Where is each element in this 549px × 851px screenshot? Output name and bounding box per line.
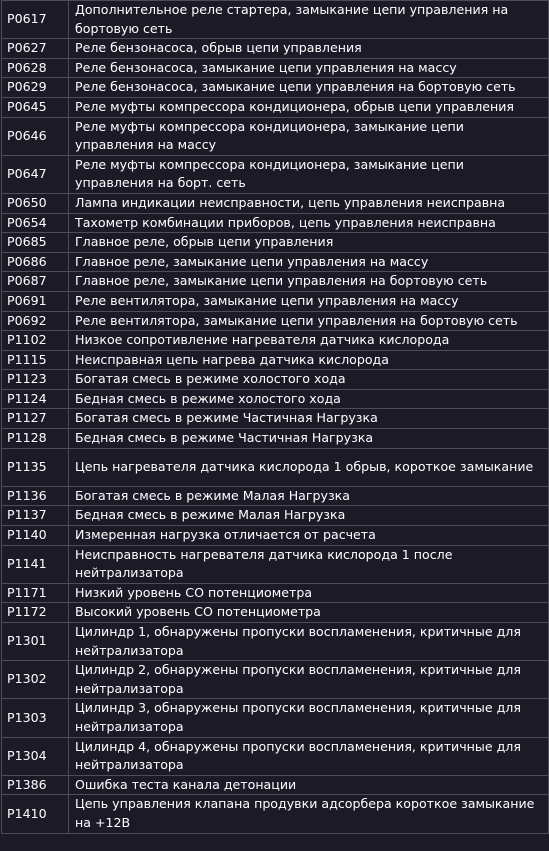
error-code-cell: P1128 <box>2 429 69 449</box>
error-code-cell: P0647 <box>2 155 69 193</box>
error-code-cell: P1303 <box>2 699 69 737</box>
error-code-cell: P1102 <box>2 331 69 351</box>
table-row <box>2 506 549 526</box>
error-code-cell: P0617 <box>2 1 69 39</box>
error-description-cell: Реле бензонасоса, замыкание цепи управления на бортовую сеть <box>69 78 549 98</box>
error-description-cell: Реле муфты компрессора кондиционера, замыкание цепи управления на борт. сеть <box>69 155 549 193</box>
error-code-cell: P1140 <box>2 526 69 546</box>
error-code-cell: P0687 <box>2 272 69 292</box>
error-code-cell: P1124 <box>2 389 69 409</box>
error-description-cell: Бедная смесь в режиме Малая Нагрузка <box>69 506 549 526</box>
table-row <box>2 272 549 292</box>
table-row <box>2 58 549 78</box>
table-row <box>2 775 549 795</box>
error-description-cell: Реле муфты компрессора кондиционера, замыкание цепи управления на массу <box>69 117 549 155</box>
error-code-cell: P1135 <box>2 448 69 486</box>
error-code-cell: P1141 <box>2 545 69 583</box>
error-description-cell: Неисправная цепь нагрева датчика кислорода <box>69 350 549 370</box>
table-row <box>2 117 549 155</box>
error-codes-table <box>1 0 549 834</box>
table-row <box>2 78 549 98</box>
table-row <box>2 429 549 449</box>
error-code-cell: P1171 <box>2 583 69 603</box>
table-row <box>2 389 549 409</box>
error-code-cell: P0692 <box>2 311 69 331</box>
table-row <box>2 97 549 117</box>
table-row <box>2 699 549 737</box>
error-description-cell: Цилиндр 4, обнаружены пропуски воспламенения, критичные для нейтрализатора <box>69 737 549 775</box>
table-row <box>2 331 549 351</box>
error-code-cell: P0691 <box>2 291 69 311</box>
error-code-cell: P0629 <box>2 78 69 98</box>
error-code-cell: P1386 <box>2 775 69 795</box>
error-description-cell: Низкий уровень СО потенциометра <box>69 583 549 603</box>
table-row <box>2 193 549 213</box>
error-description-cell: Неисправность нагревателя датчика кислорода 1 после нейтрализатора <box>69 545 549 583</box>
error-description-cell: Богатая смесь в режиме Малая Нагрузка <box>69 486 549 506</box>
error-description-cell: Богатая смесь в режиме Частичная Нагрузка <box>69 409 549 429</box>
error-code-cell: P0650 <box>2 193 69 213</box>
error-description-cell: Реле вентилятора, замыкание цепи управления на бортовую сеть <box>69 311 549 331</box>
error-description-cell: Бедная смесь в режиме Частичная Нагрузка <box>69 429 549 449</box>
error-description-cell: Низкое сопротивление нагревателя датчика кислорода <box>69 331 549 351</box>
table-row <box>2 603 549 623</box>
table-row <box>2 350 549 370</box>
error-code-cell: P1127 <box>2 409 69 429</box>
error-code-cell: P1302 <box>2 661 69 699</box>
table-row <box>2 409 549 429</box>
error-description-cell: Высокий уровень СО потенциометра <box>69 603 549 623</box>
error-description-cell: Дополнительное реле стартера, замыкание цепи управления на бортовую сеть <box>69 1 549 39</box>
error-description-cell: Реле муфты компрессора кондиционера, обрыв цепи управления <box>69 97 549 117</box>
error-code-cell: P1123 <box>2 370 69 390</box>
table-row <box>2 233 549 253</box>
table-row <box>2 486 549 506</box>
error-description-cell: Главное реле, обрыв цепи управления <box>69 233 549 253</box>
error-description-cell: Тахометр комбинации приборов, цепь управления неисправна <box>69 213 549 233</box>
error-description-cell: Реле бензонасоса, обрыв цепи управления <box>69 39 549 59</box>
error-code-cell: P1115 <box>2 350 69 370</box>
table-row <box>2 213 549 233</box>
table-row <box>2 311 549 331</box>
table-row <box>2 623 549 661</box>
error-code-cell: P0645 <box>2 97 69 117</box>
error-code-cell: P0686 <box>2 252 69 272</box>
error-description-cell: Богатая смесь в режиме холостого хода <box>69 370 549 390</box>
error-code-cell: P0654 <box>2 213 69 233</box>
error-description-cell: Лампа индикации неисправности, цепь управления неисправна <box>69 193 549 213</box>
table-row <box>2 1 549 39</box>
table-row <box>2 291 549 311</box>
table-row <box>2 252 549 272</box>
error-description-cell: Цепь управления клапана продувки адсорбера короткое замыкание на +12В <box>69 795 549 833</box>
table-row <box>2 39 549 59</box>
error-description-cell: Реле вентилятора, замыкание цепи управления на массу <box>69 291 549 311</box>
error-code-cell: P1137 <box>2 506 69 526</box>
error-description-cell: Цилиндр 1, обнаружены пропуски воспламенения, критичные для нейтрализатора <box>69 623 549 661</box>
error-description-cell: Бедная смесь в режиме холостого хода <box>69 389 549 409</box>
table-row <box>2 370 549 390</box>
table-row <box>2 737 549 775</box>
error-code-cell: P1304 <box>2 737 69 775</box>
error-description-cell: Реле бензонасоса, замыкание цепи управления на массу <box>69 58 549 78</box>
error-code-cell: P0627 <box>2 39 69 59</box>
error-code-cell: P0646 <box>2 117 69 155</box>
error-description-cell: Цилиндр 2, обнаружены пропуски воспламенения, критичные для нейтрализатора <box>69 661 549 699</box>
table-row <box>2 661 549 699</box>
error-code-cell: P0628 <box>2 58 69 78</box>
error-codes-table-body <box>2 1 549 834</box>
table-row <box>2 583 549 603</box>
error-description-cell: Цепь нагревателя датчика кислорода 1 обрыв, короткое замыкание <box>69 448 549 486</box>
error-description-cell: Цилиндр 3, обнаружены пропуски воспламенения, критичные для нейтрализатора <box>69 699 549 737</box>
error-description-cell: Измеренная нагрузка отличается от расчета <box>69 526 549 546</box>
error-description-cell: Главное реле, замыкание цепи управления на бортовую сеть <box>69 272 549 292</box>
table-row <box>2 155 549 193</box>
error-code-cell: P0685 <box>2 233 69 253</box>
error-code-cell: P1136 <box>2 486 69 506</box>
table-row <box>2 795 549 833</box>
error-description-cell: Ошибка теста канала детонации <box>69 775 549 795</box>
error-code-cell: P1172 <box>2 603 69 623</box>
error-code-cell: P1301 <box>2 623 69 661</box>
table-row <box>2 448 549 486</box>
error-code-cell: P1410 <box>2 795 69 833</box>
error-description-cell: Главное реле, замыкание цепи управления на массу <box>69 252 549 272</box>
table-row <box>2 545 549 583</box>
table-row <box>2 526 549 546</box>
